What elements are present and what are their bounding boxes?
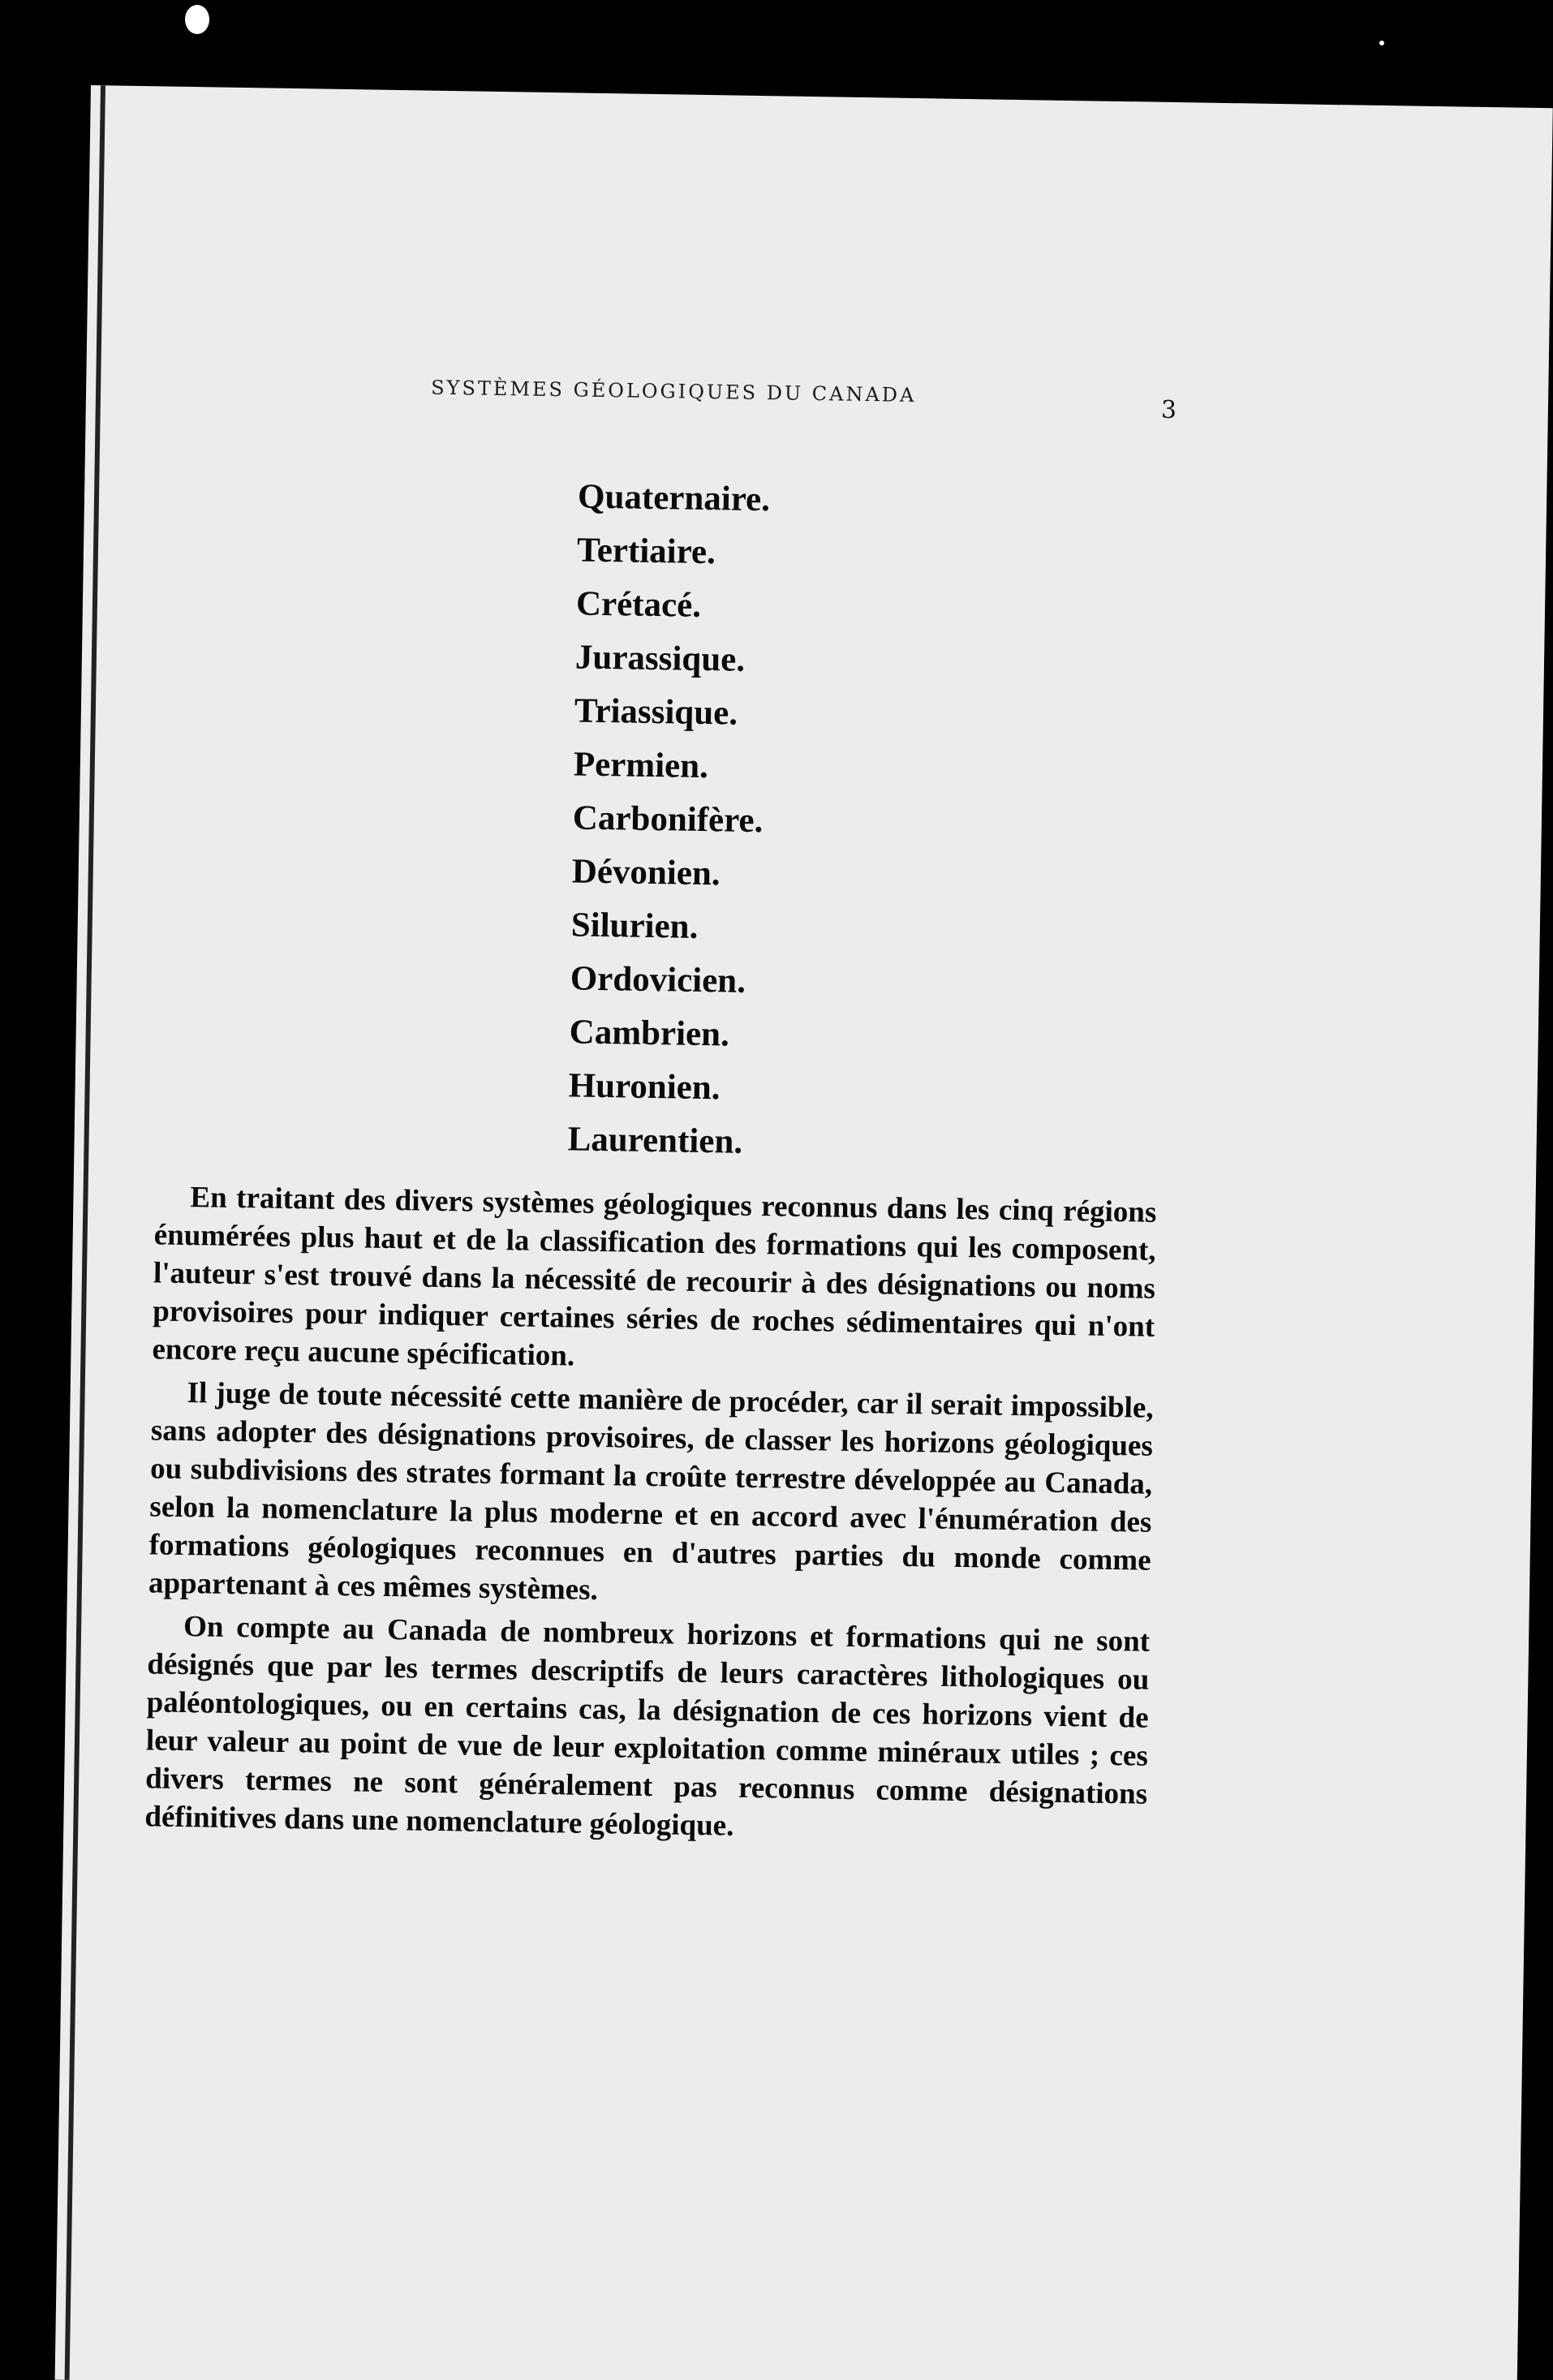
list-item: Silurien. bbox=[570, 906, 699, 946]
paragraph: Il juge de toute nécessité cette manière de procéder, car il serait impossible, sans adopter des désignations provisoires, de classer les horizons géologiques ou subdivisions des strates formant la croûte terrestre développée au Canada, selon la nomenclature la plus moderne et en accord avec l'énumération des formations géologiques reconnues en d'autres parties du monde comme appartenant à ces mêmes systèmes. bbox=[148, 1376, 1154, 1607]
list-item: Jurassique. bbox=[574, 638, 746, 679]
list-item: Triassique. bbox=[574, 691, 738, 733]
list-item: Laurentien. bbox=[567, 1120, 743, 1161]
list-item: Huronien. bbox=[568, 1066, 721, 1108]
list-item: Permien. bbox=[573, 745, 709, 786]
list-item: Ordovicien. bbox=[570, 959, 746, 1001]
list-item: Quaternaire. bbox=[577, 477, 771, 519]
page-margin-edge bbox=[65, 85, 105, 2380]
list-item: Crétacé. bbox=[575, 584, 702, 625]
paragraph: On compte au Canada de nombreux horizons et formations qui ne sont désignés que par les termes descriptifs de leurs caractères lithologiques ou paléontologiques, ou en certains cas, la désignation de ces horizons vient de leur valeur au point de vue de leur exploitation comme minéraux utiles ; ces divers termes ne sont généralement pas reconnus comme désignations définitives dans une nomenclature géologique. bbox=[144, 1610, 1151, 1843]
geological-systems-list bbox=[567, 470, 770, 1169]
list-item: Carbonifère. bbox=[572, 798, 764, 841]
paragraph: En traitant des divers systèmes géologiques reconnus dans les cinq régions énumérées plus haut et de la classification des formations qui les composent, l'auteur s'est trouvé dans la nécessité de recourir à des désignations ou noms provisoires pour indiquer certaines séries de roches sédimentaires qui n'ont encore reçu aucune spécification. bbox=[152, 1181, 1157, 1373]
list-item: Tertiaire. bbox=[576, 531, 716, 572]
list-item: Cambrien. bbox=[569, 1013, 730, 1054]
scan-speck-top-left bbox=[185, 5, 209, 34]
list-item: Dévonien. bbox=[571, 852, 721, 893]
running-head: SYSTÈMES GÉOLOGIQUES DU CANADA bbox=[430, 376, 917, 407]
page-number: 3 bbox=[1160, 395, 1177, 425]
body-text bbox=[144, 1177, 1157, 1856]
book-page bbox=[55, 85, 1553, 2380]
scan-speck-top-right bbox=[1379, 41, 1384, 45]
